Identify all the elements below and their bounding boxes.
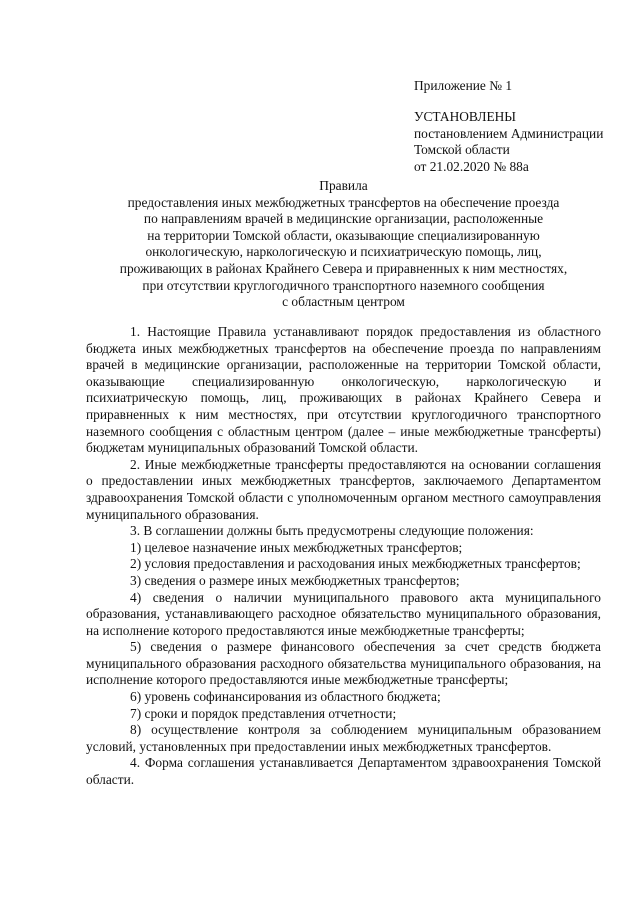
document-body (86, 324, 601, 789)
paragraph-3: 3. В соглашении должны быть предусмотрены следующие положения: (130, 523, 534, 539)
paragraph-1: 1. Настоящие Правила устанавливают порядок предоставления из областного бюджета иных межбюджетных трансфертов на обеспечение проезда по направлениям врачей в медицинские организации, расположенные на территории Томской области, оказывающие специализированную онкологическую, наркологическую и психиатрическую помощь, лиц, проживающих в районах Крайнего Севера и приравненных к ним местностях, при отсутствии круглогодичного транспортного наземного сообщения с областным центром (далее – иные межбюджетные трансферты) бюджетам муниципальных образований Томской области. (86, 324, 601, 456)
approval-line: Томской области (414, 142, 510, 158)
title-line: проживающих в районах Крайнего Севера и приравненных к ним местностях, (119, 260, 568, 276)
title-line: онкологическую, наркологическую и психиатрическую помощь, лиц, (145, 244, 542, 260)
agreement-item-2: 2) условия предоставления и расходования иных межбюджетных трансфертов; (130, 556, 581, 572)
appendix-label: Приложение № 1 (414, 78, 513, 93)
agreement-item-5: 5) сведения о размере финансового обеспечения за счет средств бюджета муниципального образования расходного обязательства муниципального образования, на исполнение которого предоставляются иные межбюджетные трансферты; (86, 639, 601, 688)
title-line: на территории Томской области, оказывающие специализированную (147, 227, 540, 243)
agreement-item-3: 3) сведения о размере иных межбюджетных трансфертов; (130, 572, 460, 588)
title-line: по направлениям врачей в медицинские организации, расположенные (143, 211, 544, 227)
approval-block (414, 109, 614, 175)
agreement-item-6: 6) уровень софинансирования из областного бюджета; (130, 689, 441, 705)
title-line: предоставления иных межбюджетных трансфертов на обеспечение проезда (127, 194, 560, 210)
document-title (86, 178, 601, 311)
agreement-item-4: 4) сведения о наличии муниципального правового акта муниципального образования, устанавливающего расходное обязательство муниципального образования, на исполнение которого предоставляются иные межбюджетные трансферты; (86, 589, 601, 638)
title-line: при отсутствии круглогодичного транспортного наземного сообщения (142, 277, 545, 293)
approval-line: постановлением Администрации (414, 125, 604, 141)
approval-date: от 21.02.2020 № 88а (414, 158, 529, 174)
agreement-item-1: 1) целевое назначение иных межбюджетных трансфертов; (130, 539, 463, 555)
approval-heading: УСТАНОВЛЕНЫ (414, 109, 516, 124)
agreement-item-8: 8) осуществление контроля за соблюдением муниципальным образованием условий, установленных при предоставлении иных межбюджетных трансфертов. (86, 722, 601, 754)
paragraph-4: 4. Форма соглашения устанавливается Департаментом здравоохранения Томской области. (86, 755, 601, 788)
paragraph-2: 2. Иные межбюджетные трансферты предоставляются на основании соглашения о предоставлении иных межбюджетных трансфертов, заключаемого Департаментом здравоохранения Томской области с уполномоченным органом местного самоуправления муниципального образования. (86, 456, 601, 522)
title-heading: Правила (319, 178, 368, 193)
title-line: с областным центром (282, 294, 405, 310)
agreement-item-7: 7) сроки и порядок представления отчетности; (130, 705, 397, 721)
